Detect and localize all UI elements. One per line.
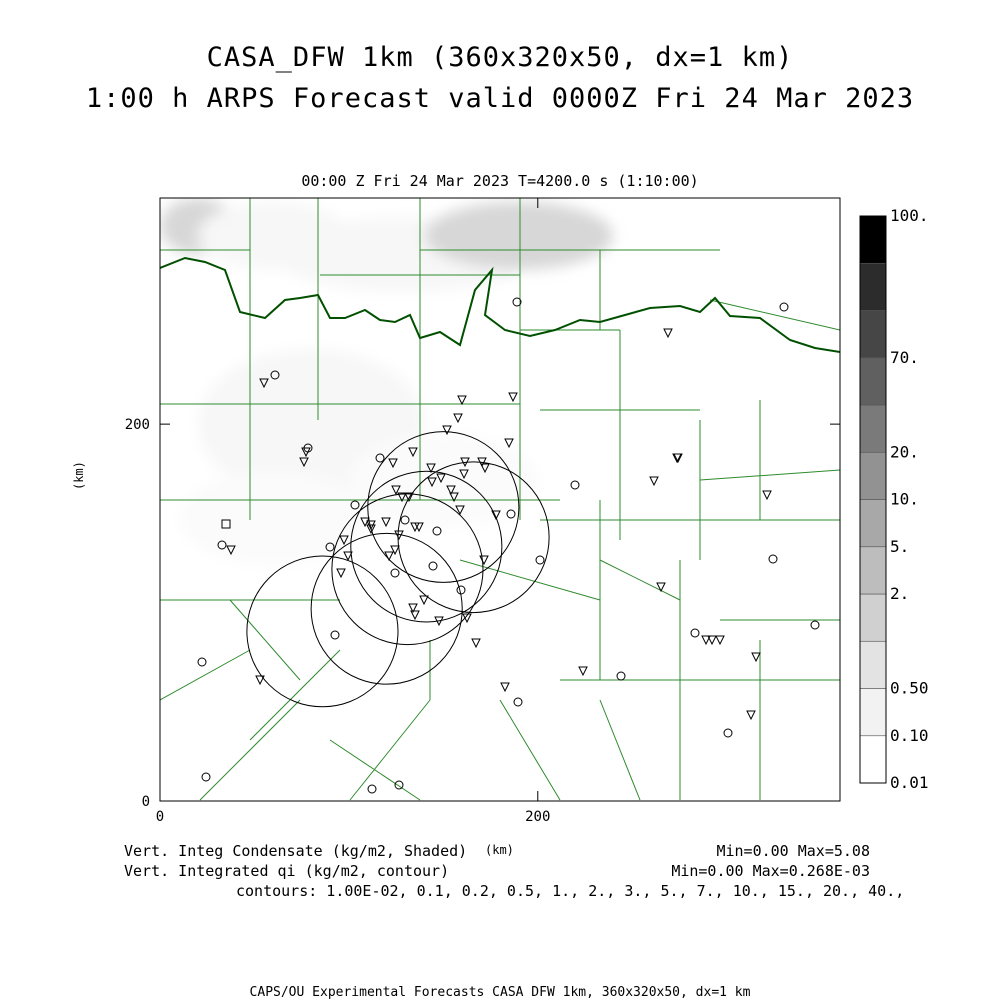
x-tick-label: 0 bbox=[155, 809, 165, 825]
contour-min-max: Min=0.00 Max=0.268E-03 bbox=[671, 862, 870, 880]
colorbar-swatch bbox=[860, 689, 886, 736]
colorbar-swatch bbox=[860, 311, 886, 358]
y-tick-label: 200 bbox=[124, 417, 150, 434]
colorbar-swatch bbox=[860, 452, 886, 499]
colorbar-label: 0.01 bbox=[890, 773, 929, 792]
condensate-area-5 bbox=[349, 434, 538, 528]
chart-title-line1: CASA_DFW 1km (360x320x50, dx=1 km) bbox=[206, 42, 794, 73]
y-axis-label: (km) bbox=[72, 461, 86, 490]
colorbar-swatch bbox=[860, 736, 886, 783]
colorbar-swatch bbox=[860, 358, 886, 405]
y-tick-label: 0 bbox=[141, 794, 150, 810]
colorbar-label: 100. bbox=[890, 206, 929, 225]
colorbar-swatch bbox=[860, 594, 886, 641]
condensate-area-6 bbox=[179, 471, 368, 565]
colorbar-swatch bbox=[860, 263, 886, 310]
colorbar-label: 0.50 bbox=[890, 678, 929, 698]
shaded-field-label: Vert. Integ Condensate (kg/m2, Shaded) bbox=[124, 842, 468, 860]
shaded-min-max: Min=0.00 Max=5.08 bbox=[716, 842, 870, 860]
condensate-area-3 bbox=[424, 202, 613, 270]
colorbar-swatch bbox=[860, 405, 886, 452]
colorbar-label: 2. bbox=[890, 584, 910, 603]
colorbar-label: 0.10 bbox=[890, 725, 929, 745]
colorbar-swatch bbox=[860, 216, 886, 263]
contour-levels-text: contours: 1.00E-02, 0.1, 0.2, 0.5, 1., 2., 3., 5., 7., 10., 15., 20., 40., bbox=[236, 882, 905, 900]
chart-valid-time: 00:00 Z Fri 24 Mar 2023 T=4200.0 s (1:10:00) bbox=[301, 172, 699, 190]
contour-field-label: Vert. Integrated qi (kg/m2, contour) bbox=[124, 862, 450, 880]
colorbar-label: 10. bbox=[890, 489, 919, 509]
x-tick-label: 200 bbox=[525, 809, 551, 825]
colorbar-swatch bbox=[860, 547, 886, 594]
colorbar-label: 20. bbox=[890, 442, 919, 462]
colorbar-swatch bbox=[860, 500, 886, 547]
credit-line: CAPS/OU Experimental Forecasts CASA DFW 1km, 360x320x50, dx=1 km bbox=[249, 985, 751, 1000]
colorbar-label: 70. bbox=[890, 347, 919, 367]
x-axis-unit-label: (km) bbox=[485, 843, 514, 857]
chart-title-line2: 1:00 h ARPS Forecast valid 0000Z Fri 24 Mar 2023 bbox=[85, 83, 915, 114]
colorbar-swatch bbox=[860, 641, 886, 688]
colorbar bbox=[860, 206, 929, 792]
colorbar-label: 5. bbox=[890, 536, 910, 556]
